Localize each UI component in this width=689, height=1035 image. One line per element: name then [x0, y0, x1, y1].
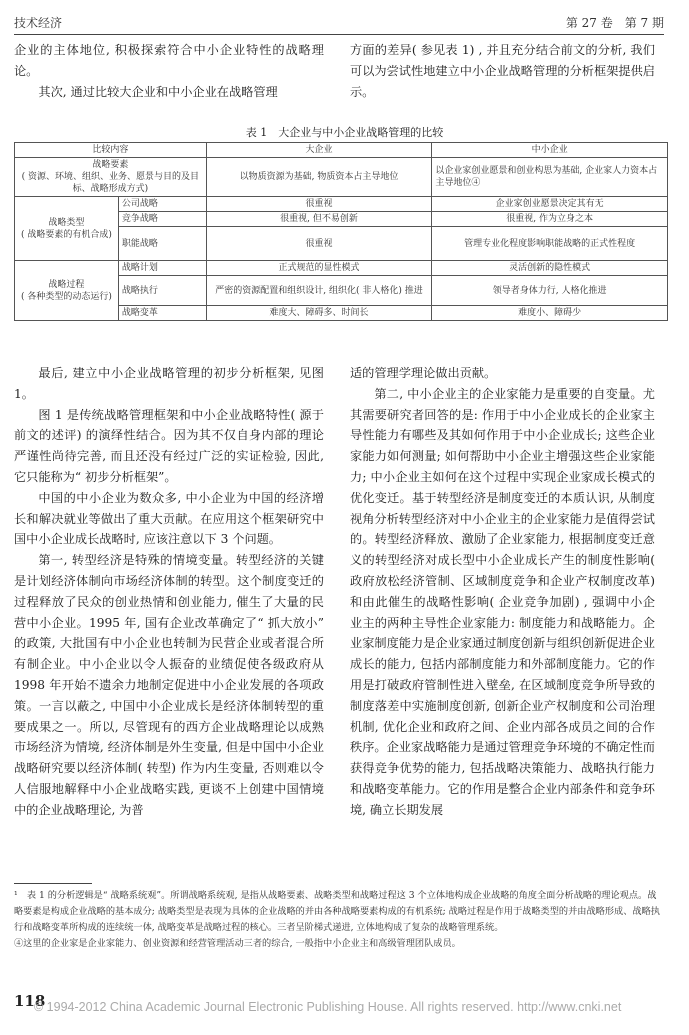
copyright-notice: © 1994-2012 China Academic Journal Electronic Publishing House. All rights reserved. http://www.cnki.net	[34, 1000, 622, 1014]
table-cell: 领导者身体力行, 人格化推进	[432, 276, 668, 306]
table-header-row	[15, 143, 668, 158]
sub-label: 职能战略	[118, 227, 206, 261]
row-label: 战略过程 ( 各种类型的动态运行)	[15, 261, 119, 321]
running-head-right: 第 27 卷 第 7 期	[565, 16, 664, 30]
table-cell: 以物质资源为基础, 物质资本占主导地位	[206, 158, 432, 197]
sub-label: 战略变革	[118, 306, 206, 321]
table-cell: 很重视, 作为立身之本	[432, 212, 668, 227]
table-cell: 很重视	[206, 227, 432, 261]
paragraph: 第二, 中小企业主的企业家能力是重要的自变量。尤其需要研究者回答的是: 作用于中小企业成长的企业家主导性能力有哪些及其如何作用于中小企业成长; 这些企业家能力如何测量; 如何帮助中小企业主增强这些企业家能力; 中小企业主如何在这个过程中实现企业家成长模式的优化变迁。基于转型经济是制度变迁的本质认识, 从制度视角分析转型经济对中小企业主的企业家能力是值得尝试的。转型经济释放、激励了企业家能力, 根据制度变迁意义的转型经济对成长型中小企业成长产生的制度性影响( 政府放松经济管制、区域制度竞争和企业产权制度改革) 和由此催生的战略性影响( 企业竞争加剧) , 强调中小企业主的两种主导性企业家能力: 制度能力和战略能力。企业家制度能力是企业家通过制度创新与组织创新促进企业成长的能力, 包括内部制度能力和外部制度能力。它的作用是打破政府管制性进入壁垒, 在区域制度竞争所导致的制度落差中实施制度创新, 创新企业产权制度和公司治理机制, 优化企业和政府之间、企业内部各成员之间的合作秩序。企业家战略能力是通过管理竞争环境的不确定性而获得竞争优势的能力, 包括战略决策能力、战略执行能力和战略变革能力。它的作用是整合企业内部条件和竞争环境, 确立长期发展	[350, 386, 655, 817]
sub-label: 战略计划	[118, 261, 206, 276]
footnote: ④这里的企业家是企业家能力、创业资源和经营管理活动三者的综合, 一般指中小企业主和高级管理团队成员。	[14, 938, 461, 949]
table-cell: 管理专业化程度影响职能战略的正式性程度	[432, 227, 668, 261]
table-cell: 严密的资源配置和组织设计, 组织化( 非人格化) 推进	[206, 276, 432, 306]
header-item: 比较内容	[15, 143, 207, 158]
row-label: 战略类型 ( 战略要素的有机合成)	[15, 197, 119, 261]
paragraph: 图 1 是传统战略管理框架和中小企业战略特性( 源于前文的述评) 的演绎性结合。因为其不仅自身内部的理论严谨性尚待完善, 而且还没有经过广泛的实证检验, 因此, 它只能称为“ 初步分析框架”。	[14, 407, 324, 484]
table-cell: 正式规范的显性模式	[206, 261, 432, 276]
paragraph: 企业的主体地位, 积极探索符合中小企业特性的战略理论。	[14, 43, 324, 78]
table-cell: 难度大、障碍多、时间长	[206, 306, 432, 321]
footnote: ¹ 表 1 的分析逻辑是“ 战略系统观”。所谓战略系统观, 是指从战略要素、战略类型和战略过程这 3 个立体地构成企业战略的角度全面分析战略的理论观点。战略要素是构成企业战略的基本成分; 战略类型是表现为具体的企业战略的并由各种战略要素构成的有机系统; 战略过程是作用于战略类型的并由战略形成、战略执行和战略变革所构成的连续统一体, 战略变革是战略过程的核心。三者呈阶梯式递进, 立体地构成了复杂的战略管理系统。	[14, 890, 660, 933]
paragraph: 其次, 通过比较大企业和中小企业在战略管理	[38, 84, 278, 99]
table-cell: 灵活创新的隐性模式	[432, 261, 668, 276]
paragraph: 最后, 建立中小企业战略管理的初步分析框架, 见图 1。	[14, 366, 324, 401]
comparison-table	[14, 142, 668, 321]
footnote-rule	[14, 883, 92, 884]
header-rule	[14, 34, 664, 35]
paragraph: 中国的中小企业为数众多, 中小企业为中国的经济增长和解决就业等做出了重大贡献。在应用这个框架研究中国中小企业成长战略时, 应该注意以下 3 个问题。	[14, 490, 324, 547]
top-left-column	[14, 40, 324, 102]
sub-label: 竞争战略	[118, 212, 206, 227]
table-cell: 企业家创业愿景决定其有无	[432, 197, 668, 212]
table-caption: 表 1 大企业与中小企业战略管理的比较	[245, 126, 444, 139]
table-row	[15, 261, 668, 276]
footnotes	[14, 883, 664, 952]
table-row	[15, 158, 668, 197]
table-cell: 很重视, 但不易创新	[206, 212, 432, 227]
paragraph: 方面的差异( 参见表 1) , 并且充分结合前文的分析, 我们可以为尝试性地建立中小企业战略管理的分析框架提供启示。	[350, 43, 655, 99]
table-cell: 以企业家创业愿景和创业构思为基础, 企业家人力资本占主导地位④	[432, 158, 668, 197]
paragraph: 适的管理学理论做出贡献。	[350, 366, 497, 380]
page-number: 118	[14, 992, 46, 1010]
sub-label: 公司战略	[118, 197, 206, 212]
right-column	[350, 363, 655, 821]
table-row	[15, 197, 668, 212]
sub-label: 战略执行	[118, 276, 206, 306]
header-large: 大企业	[206, 143, 432, 158]
header-sme: 中小企业	[432, 143, 668, 158]
top-right-column	[350, 40, 655, 102]
table-cell: 难度小、障碍少	[432, 306, 668, 321]
left-column	[14, 363, 324, 821]
running-head-left: 技术经济	[14, 16, 63, 30]
paragraph: 第一, 转型经济是特殊的情境变量。转型经济的关键是计划经济体制向市场经济体制的转型。这个制度变迁的过程释放了民众的创业热情和创业能力, 催生了大量的民营中小企业。1995 年, 国有企业改革确定了“ 抓大放小” 的政策, 大批国有中小企业也转制为民营企业或者混合所有制企业。中小企业以令人振奋的业绩促使各级政府从 1998 年开始不遗余力地制定促进中小企业发展的各项政策。一言以蔽之, 中国中小企业成长是经济体制转型的重要成果之一。所以, 尽管现有的西方企业战略理论以成熟市场经济为情境, 经济体制是外生变量, 但是中国中小企业战略研究要以经济体制( 转型) 作为内生变量, 否则难以令人信服地解释中小企业战略实践, 更谈不上创建中国情境中的企业战略理论, 为普	[14, 553, 324, 817]
row-label: 战略要素 ( 资源、环境、组织、业务、愿景与目的及目标、战略形成方式)	[15, 158, 207, 197]
table-cell: 很重视	[206, 197, 432, 212]
